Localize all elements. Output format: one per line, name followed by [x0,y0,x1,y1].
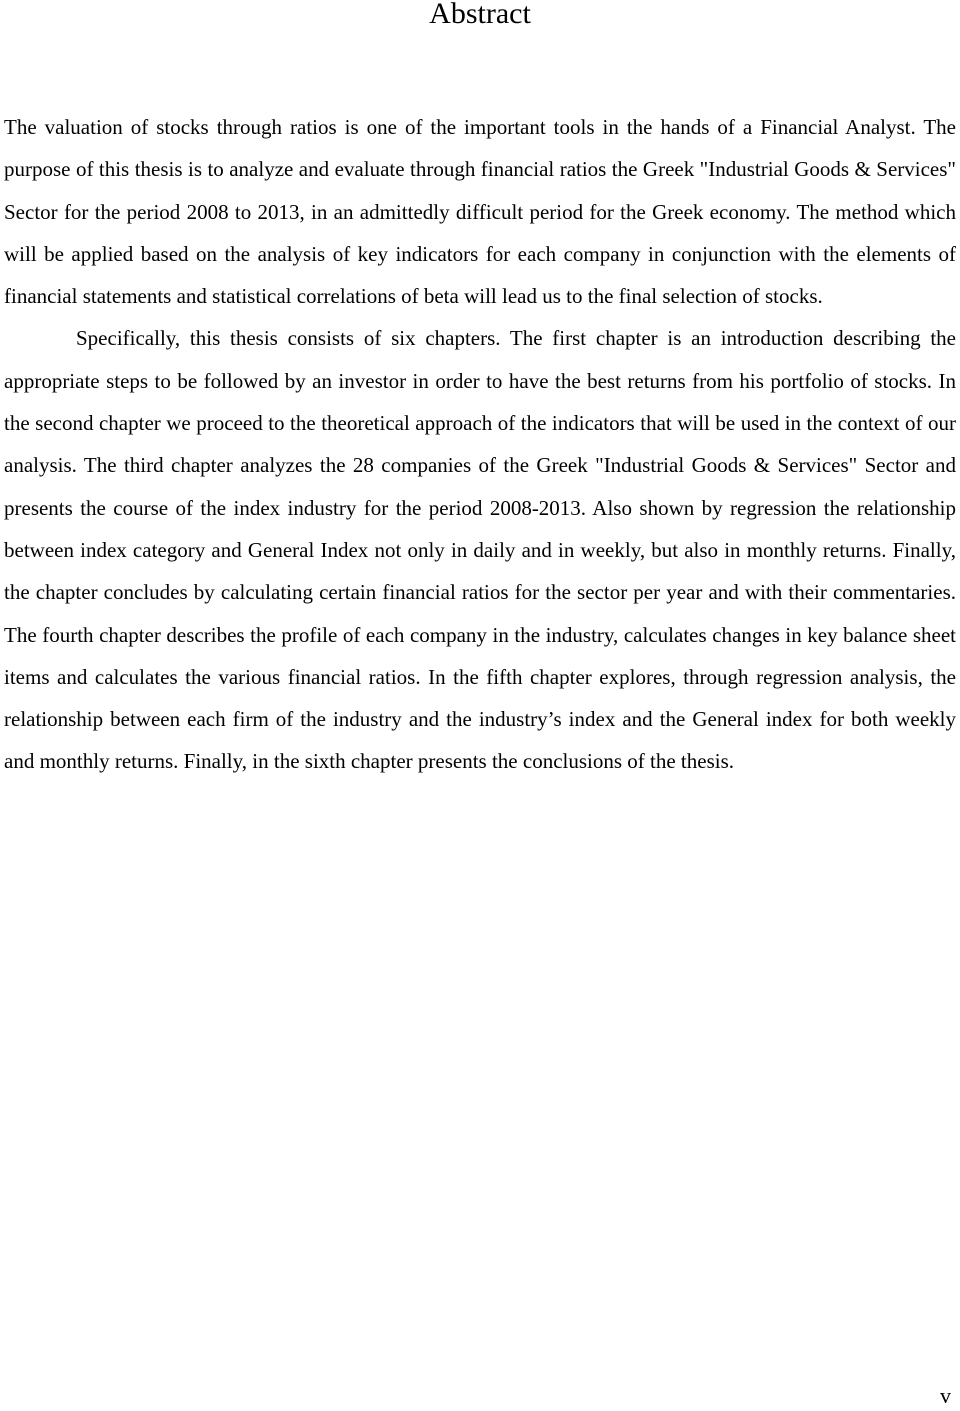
abstract-paragraph-2: Specifically, this thesis consists of six chapters. The first chapter is an introduction describing the appropriate steps to be followed by an investor in order to have the best returns from his portfolio of stocks. In the second chapter we proceed to the theoretical approach of the indicators that will be used in the context of our analysis. The third chapter analyzes the 28 companies of the Greek "Industrial Goods & Services" Sector and presents the course of the index industry for the period 2008-2013. Also shown by regression the relationship between index category and General Index not only in daily and in weekly, but also in monthly returns. Finally, the chapter concludes by calculating certain financial ratios for the sector per year and with their commentaries. The fourth chapter describes the profile of each company in the industry, calculates changes in key balance sheet items and calculates the various financial ratios. In the fifth chapter explores, through regression analysis, the relationship between each firm of the industry and the industry’s index and the General index for both weekly and monthly returns. Finally, in the sixth chapter presents the conclusions of the thesis. [4,326,956,774]
abstract-body [4,106,956,783]
page-number: v [940,1383,951,1408]
abstract-paragraph-1: The valuation of stocks through ratios is one of the important tools in the hands of a Financial Analyst. The purpose of this thesis is to analyze and evaluate through financial ratios the Greek "Industrial Goods & Services" Sector for the period 2008 to 2013, in an admittedly difficult period for the Greek economy. The method which will be applied based on the analysis of key indicators for each company in conjunction with the elements of financial statements and statistical correlations of beta will lead us to the final selection of stocks. [4,115,956,309]
page-title: Abstract [429,0,531,30]
